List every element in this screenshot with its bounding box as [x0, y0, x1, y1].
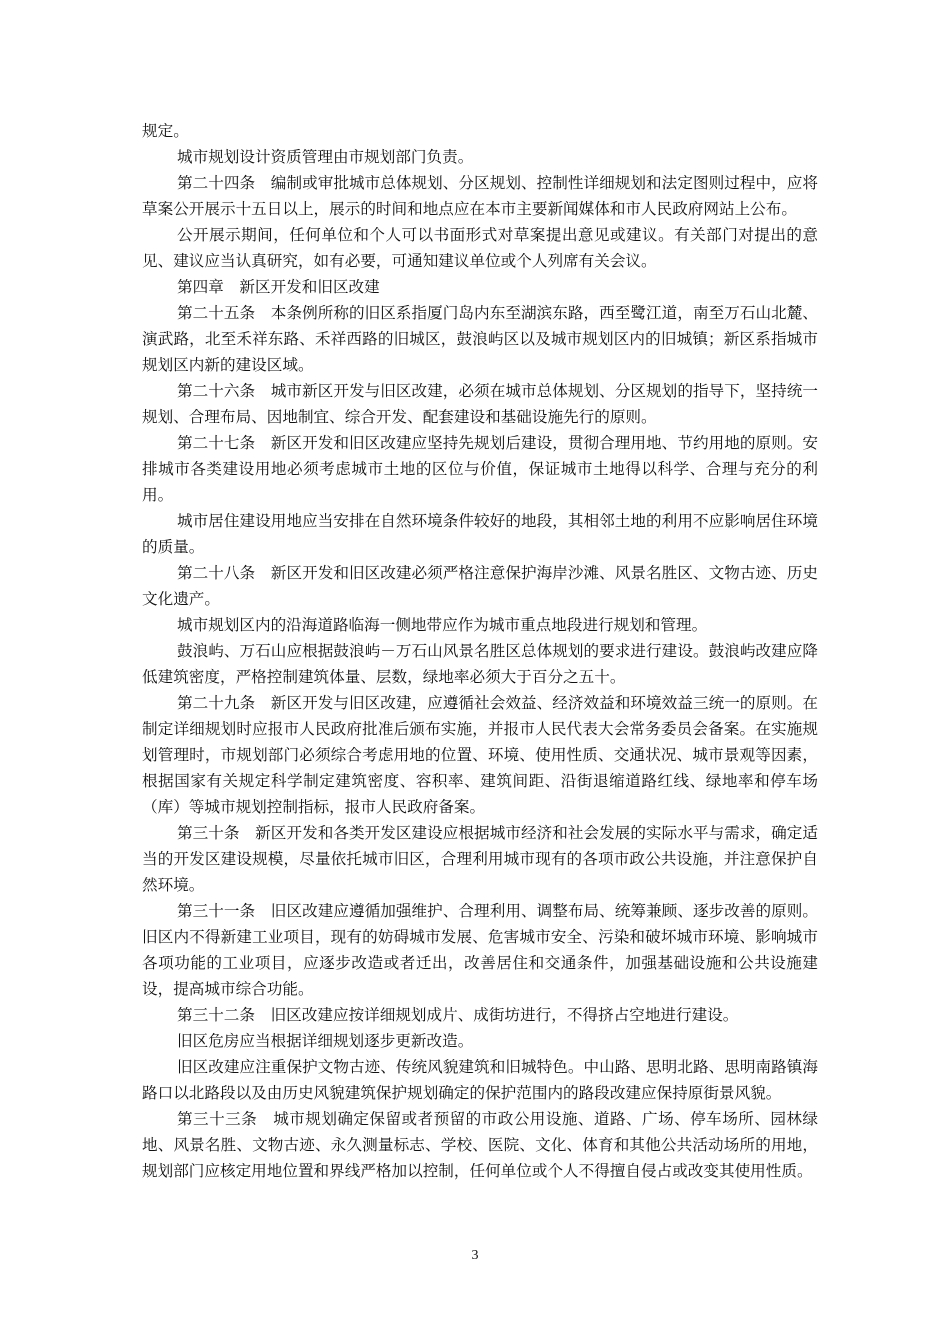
- chapter-4-heading: 第四章 新区开发和旧区改建: [177, 278, 380, 296]
- article-31: 第三十一条 旧区改建应遵循加强维护、合理利用、调整布局、统筹兼顾、逐步改善的原则。旧区内不得新建工业项目，现有的妨碍城市发展、危害城市安全、污染和破坏城市环境、影响城市各项功能的工业项目，应逐步改造或者迁出，改善居住和交通条件，加强基础设施和公共设施建设，提高城市综合功能。: [142, 902, 818, 998]
- paragraph-gulangyu: 鼓浪屿、万石山应根据鼓浪屿－万石山风景名胜区总体规划的要求进行建设。鼓浪屿改建应降低建筑密度，严格控制建筑体量、层数，绿地率必须大于百分之五十。: [142, 642, 818, 686]
- article-28: 第二十八条 新区开发和旧区改建必须严格注意保护海岸沙滩、风景名胜区、文物古迹、历史文化遗产。: [142, 564, 818, 608]
- article-30: 第三十条 新区开发和各类开发区建设应根据城市经济和社会发展的实际水平与需求，确定适当的开发区建设规模，尽量依托城市旧区，合理利用城市现有的各项市政公共设施，并注意保护自然环境。: [142, 824, 818, 894]
- article-24: 第二十四条 编制或审批城市总体规划、分区规划、控制性详细规划和法定图则过程中，应将草案公开展示十五日以上，展示的时间和地点应在本市主要新闻媒体和市人民政府网站上公布。: [142, 174, 818, 218]
- paragraph-dangerous-houses: 旧区危房应当根据详细规划逐步更新改造。: [177, 1032, 474, 1050]
- paragraph-heritage-streets: 旧区改建应注重保护文物古迹、传统风貌建筑和旧城特色。中山路、思明北路、思明南路镇海路口以北路段以及由历史风貌建筑保护规划确定的保护范围内的路段改建应保持原街景风貌。: [142, 1058, 818, 1102]
- article-27: 第二十七条 新区开发和旧区改建应坚持先规划后建设，贯彻合理用地、节约用地的原则。安排城市各类建设用地必须考虑城市土地的区位与价值，保证城市土地得以科学、合理与充分的利用。: [142, 434, 818, 504]
- paragraph-2: 城市规划设计资质管理由市规划部门负责。: [177, 148, 474, 166]
- article-26: 第二十六条 城市新区开发与旧区改建，必须在城市总体规划、分区规划的指导下，坚持统一规划、合理布局、因地制宜、综合开发、配套建设和基础设施先行的原则。: [142, 382, 818, 426]
- paragraph-coastal-roads: 城市规划区内的沿海道路临海一侧地带应作为城市重点地段进行规划和管理。: [177, 616, 708, 634]
- paragraph-1: 规定。: [142, 122, 189, 140]
- page-number: 3: [471, 1248, 479, 1263]
- document-body: [142, 118, 818, 1184]
- article-25: 第二十五条 本条例所称的旧区系指厦门岛内东至湖滨东路，西至鹭江道，南至万石山北麓、演武路，北至禾祥东路、禾祥西路的旧城区，鼓浪屿区以及城市规划区内的旧城镇；新区系指城市规划区内新的建设区域。: [142, 304, 818, 374]
- article-29: 第二十九条 新区开发与旧区改建，应遵循社会效益、经济效益和环境效益三统一的原则。在制定详细规划时应报市人民政府批准后颁布实施，并报市人民代表大会常务委员会备案。在实施规划管理时，市规划部门必须综合考虑用地的位置、环境、使用性质、交通状况、城市景观等因素，根据国家有关规定科学制定建筑密度、容积率、建筑间距、沿街退缩道路红线、绿地率和停车场（库）等城市规划控制指标，报市人民政府备案。: [142, 694, 818, 816]
- article-33: 第三十三条 城市规划确定保留或者预留的市政公用设施、道路、广场、停车场所、园林绿地、风景名胜、文物古迹、永久测量标志、学校、医院、文化、体育和其他公共活动场所的用地，规划部门应核定用地位置和界线严格加以控制，任何单位或个人不得擅自侵占或改变其使用性质。: [142, 1110, 818, 1180]
- paragraph-residential-land: 城市居住建设用地应当安排在自然环境条件较好的地段，其相邻土地的利用不应影响居住环境的质量。: [142, 512, 818, 556]
- paragraph-public-display: 公开展示期间，任何单位和个人可以书面形式对草案提出意见或建议。有关部门对提出的意见、建议应当认真研究，如有必要，可通知建议单位或个人列席有关会议。: [142, 226, 818, 270]
- article-32: 第三十二条 旧区改建应按详细规划成片、成街坊进行，不得挤占空地进行建设。: [177, 1006, 739, 1024]
